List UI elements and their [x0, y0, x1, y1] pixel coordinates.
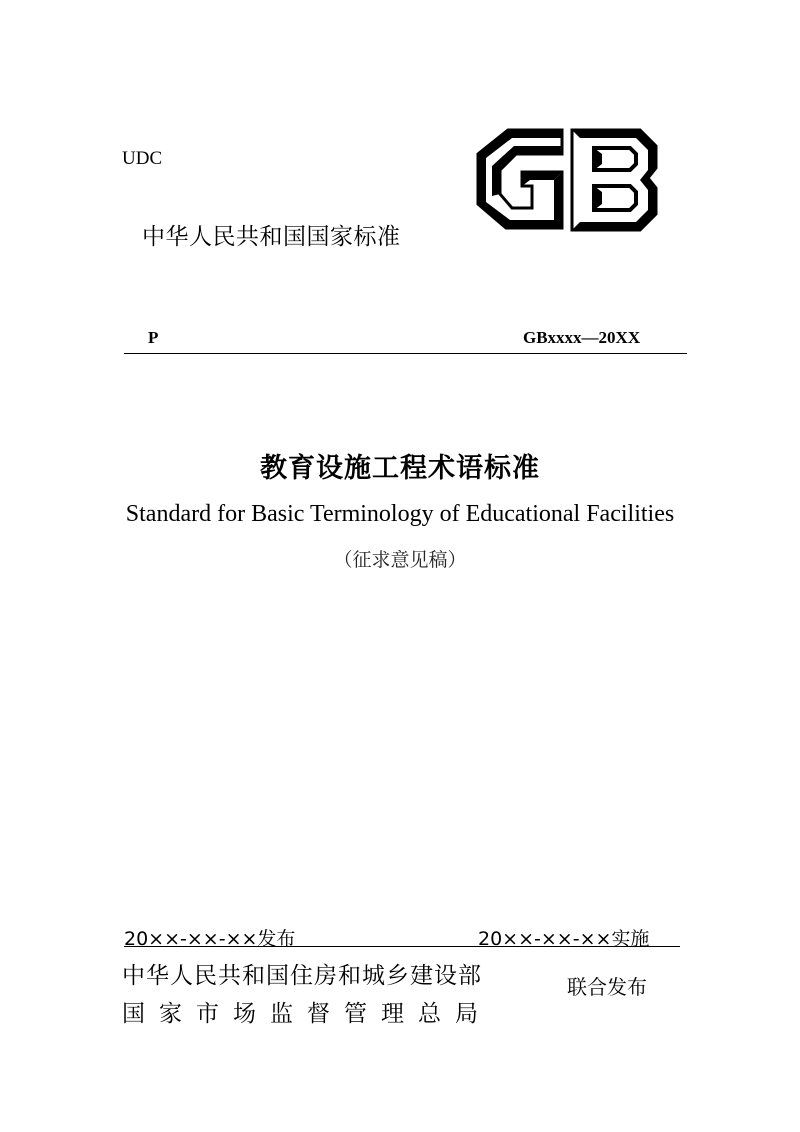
standard-number: GBxxxx—20XX	[523, 328, 641, 347]
header-divider	[124, 353, 687, 354]
issue-date: 20××-××-××发布	[124, 928, 296, 950]
gb-logo	[470, 124, 662, 236]
gb-logo-letter-g	[478, 130, 562, 228]
joint-issue-label: 联合发布	[567, 975, 647, 999]
classification-code: P	[148, 328, 159, 347]
draft-note: （征求意见稿）	[333, 549, 467, 571]
udc-label: UDC	[122, 148, 163, 169]
gb-logo-graphic	[470, 124, 662, 236]
footer-divider	[124, 946, 680, 947]
implementation-date: 20××-××-××实施	[478, 928, 650, 950]
gb-logo-letter-b	[572, 130, 656, 230]
publisher-ministry: 中华人民共和国住房和城乡建设部	[122, 963, 482, 989]
title-chinese: 教育设施工程术语标准	[260, 453, 540, 484]
title-english: Standard for Basic Terminology of Educational Facilities	[125, 501, 675, 527]
publisher-administration: 国家市场监督管理总局	[122, 1001, 492, 1027]
national-standard-label: 中华人民共和国国家标准	[142, 224, 401, 250]
